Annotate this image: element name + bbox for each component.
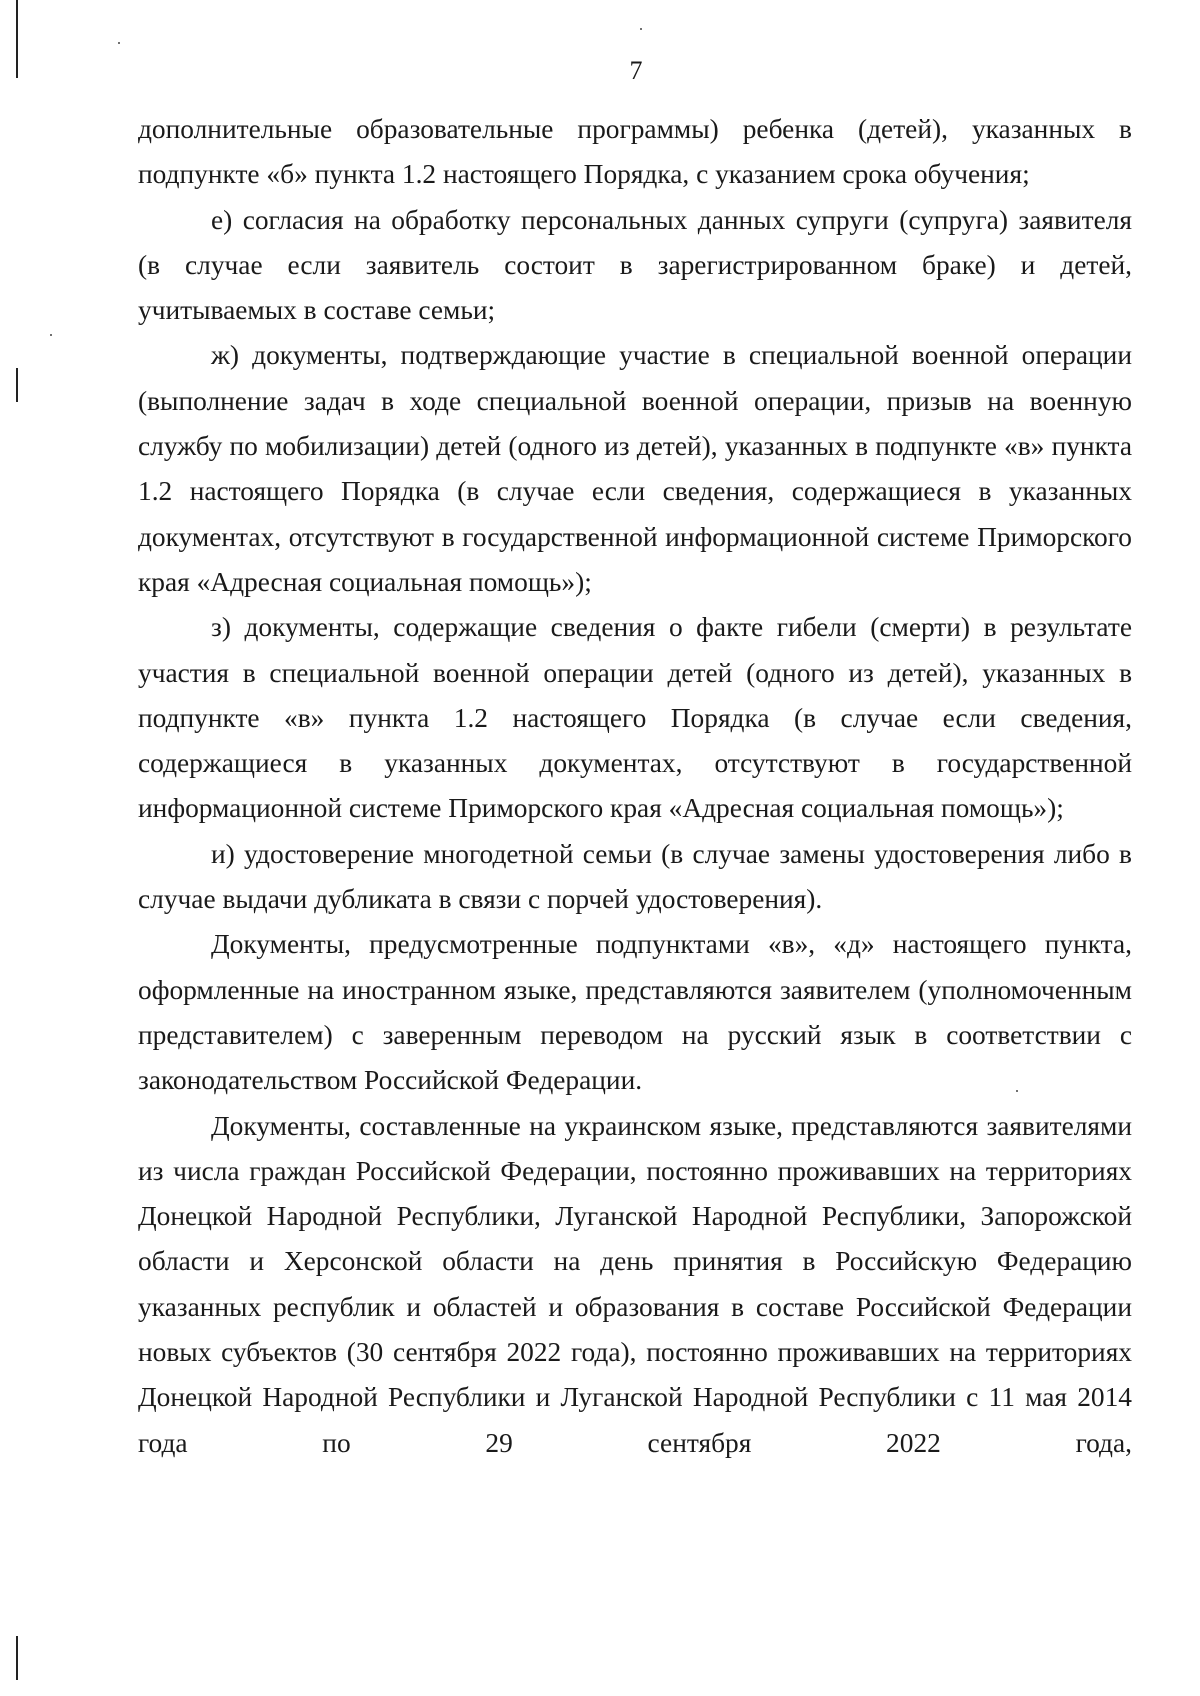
scan-margin-mark-bottom: [16, 1636, 18, 1680]
paragraph-item-e: е) согласия на обработку персональных данных супруги (супруга) заявителя (в случае если заявитель состоит в зарегистрированном браке) и детей, учитываемых в составе семьи;: [138, 204, 1132, 326]
scan-speck: [640, 28, 642, 30]
paragraph-continuation: дополнительные образовательные программы) ребенка (детей), указанных в подпункте «б» пункта 1.2 настоящего Порядка, с указанием срока обучения;: [138, 114, 1132, 190]
paragraph-ukrainian-language-documents: Документы, составленные на украинском языке, представляются заявителями из числа граждан Российской Федерации, постоянно проживавших на территориях Донецкой Народной Республики, Луганской Народной Республики, Запорожской области и Херсонской области на день принятия в Российскую Федерацию указанных республик и областей и образования в составе Российской Федерации новых субъектов (30 сентября 2022 года), постоянно проживавших на территориях Донецкой Народной Республики и Луганской Народной Республики с 11 мая 2014 года по 29 сентября 2022 года,: [138, 1110, 1132, 1458]
scan-speck: [118, 42, 120, 44]
paragraph-item-zh: ж) документы, подтверждающие участие в специальной военной операции (выполнение задач в ходе специальной военной операции, призыв на военную службу по мобилизации) детей (одного из детей), указанных в подпункте «в» пункта 1.2 настоящего Порядка (в случае если сведения, содержащиеся в указанных документах, отсутствуют в государственной информационной системе Приморского края «Адресная социальная помощь»);: [138, 340, 1132, 597]
document-body: [138, 107, 1132, 1466]
paragraph-foreign-language-documents: Документы, предусмотренные подпунктами «в», «д» настоящего пункта, оформленные на иностранном языке, представляются заявителем (уполномоченным представителем) с заверенным переводом на русский язык в соответствии с законодательством Российской Федерации.: [138, 929, 1132, 1096]
paragraph-item-z: з) документы, содержащие сведения о факте гибели (смерти) в результате участия в специальной военной операции детей (одного из детей), указанных в подпункте «в» пункта 1.2 настоящего Порядка (в случае если сведения, содержащиеся в указанных документах, отсутствуют в государственной информационной системе Приморского края «Адресная социальная помощь»);: [138, 612, 1132, 824]
page-number: 7: [629, 56, 643, 85]
paragraph-item-i: и) удостоверение многодетной семьи (в случае замены удостоверения либо в случае выдачи дубликата в связи с порчей удостоверения).: [138, 838, 1132, 915]
scan-speck: [50, 334, 52, 336]
scan-margin-mark-middle: [16, 368, 18, 402]
